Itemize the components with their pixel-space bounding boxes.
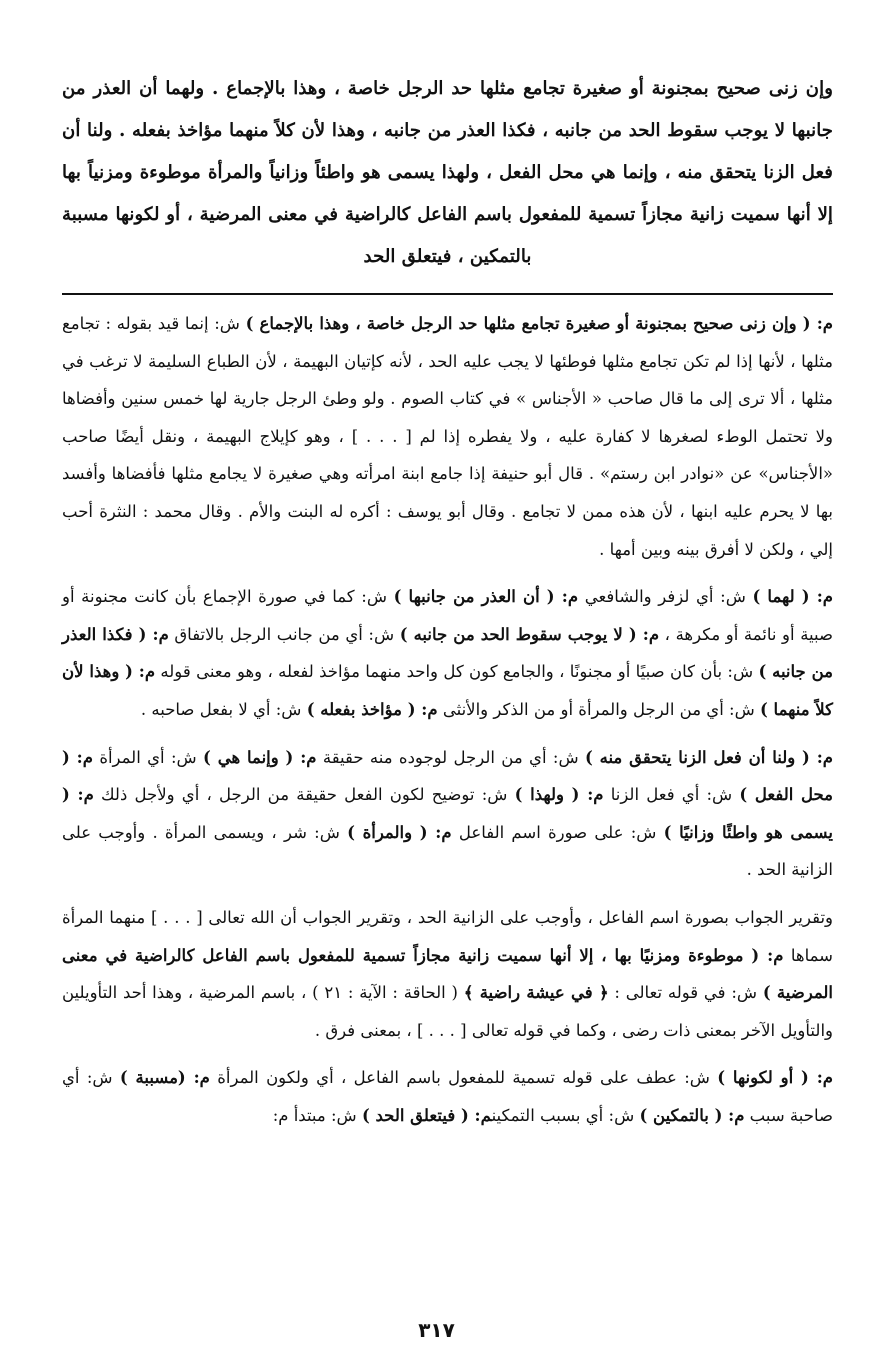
- book-page: [62, 68, 833, 1144]
- matn-quote: م: ( يسمى هو واطئًا وزانيًا ): [62, 785, 833, 842]
- sharh-text: ش: توضيح لكون الفعل حقيقة من الرجل ، أي ولأجل ذلك: [93, 785, 515, 805]
- sharh-text: وتقرير الجواب بصورة اسم الفاعل ، وأوجب على الزانية الحد ، وتقرير الجواب أن الله تعالى [ . . . ] منهما المرأة سماها: [62, 907, 833, 965]
- sharh-text: ش: أي بسبب التمكين: [491, 1105, 640, 1125]
- commentary: [62, 305, 833, 1134]
- matn-quote: م: ( لا يوجب سقوط الحد من جانبه ): [399, 624, 660, 644]
- sharh-text: ش: أي صاحبة سبب: [62, 1068, 833, 1125]
- sharh-text: ش: أي لزفر والشافعي: [578, 587, 753, 607]
- matn-quote: م: ( وإنما هي ): [203, 747, 317, 767]
- matn-quote: م: ( فيتعلق الحد ): [361, 1105, 492, 1125]
- matn-quote: م: ( ولنا أن فعل الزنا يتحقق منه ): [584, 747, 834, 767]
- sharh-text: ش: أي المرأة: [92, 747, 204, 767]
- page-number: ٣١٧: [418, 1318, 455, 1342]
- matn-quote: م: ( بالتمكين ): [639, 1105, 745, 1125]
- commentary-paragraph: [62, 899, 833, 1049]
- matn-quote: ﴿ في عيشة راضية ﴾: [463, 983, 609, 1003]
- separator-rule: [62, 293, 833, 295]
- matn-quote: م: ( أن العذر من جانبها ): [393, 587, 579, 607]
- sharh-text: ش: أي من الرجل والمرأة أو من الذكر والأنثى: [437, 699, 760, 719]
- matn-quote: م: ( وإن زنى صحيح بمجنونة أو صغيرة تجامع مثلها حد الرجل خاصة ، وهذا بالإجماع ): [245, 314, 833, 333]
- matn-text: وإن زنى صحيح بمجنونة أو صغيرة تجامع مثلها حد الرجل خاصة ، وهذا بالإجماع . ولهما أن العذر من جانبها لا يوجب سقوط الحد من جانبه ، فكذا العذر من جانبه ، وهذا لأن كلاً منهما مؤاخذ بفعله . ولنا أن فعل الزنا يتحقق منه ، وإنما هي محل الفعل ، ولهذا يسمى هو واطئاً وزانياً والمرأة موطوءة ومزنياً بها إلا أنها سميت زانية مجازاً تسمية للمفعول باسم الفاعل كالراضية في معنى المرضية ، أو لكونها مسببة بالتمكين ، فيتعلق الحد: [62, 78, 833, 267]
- sharh-text: ش: مبتدأ م:: [272, 1105, 362, 1125]
- matn-quote: م: ( ولهذا ): [514, 785, 604, 805]
- sharh-text: ش: أي من جانب الرجل بالاتفاق: [168, 624, 400, 644]
- sharh-text: ش: أي لا بفعل صاحبه .: [140, 699, 307, 719]
- sharh-text: ش: أي فعل الزنا: [603, 785, 740, 805]
- commentary-paragraph: [62, 739, 833, 889]
- matn-quote: م: ( وهذا لأن كلاً منهما ): [62, 662, 833, 719]
- sharh-text: ش: أي من الرجل لوجوده منه حقيقة: [316, 747, 585, 767]
- sharh-text: ش: بأن كان صبيًا أو مجنونًا ، والجامع كون كل واحد منهما مؤاخذ لفعله ، وهو معنى قوله: [155, 662, 759, 682]
- matn-quote: م: ( والمرأة ): [347, 822, 452, 842]
- matn-quote: م: ( فكذا العذر من جانبه ): [62, 624, 833, 682]
- commentary-paragraph: [62, 578, 833, 728]
- sharh-text: ش: في قوله تعالى :: [608, 983, 763, 1003]
- matn-quote: م: (مسببة ): [119, 1068, 210, 1088]
- commentary-paragraph: [62, 1059, 833, 1134]
- matn-quote: م: ( لهما ): [752, 587, 833, 607]
- matn-quote: م: ( محل الفعل ): [62, 747, 833, 805]
- sharh-text: ش: كما في صورة الإجماع بأن كانت مجنونة أو صبية أو نائمة أو مكرهة ،: [62, 587, 834, 644]
- sharh-text: ش: عطف على قوله تسمية للمفعول باسم الفاعل ، أي ولكون المرأة: [209, 1068, 718, 1088]
- matn-quote: م: ( مؤاخذ بفعله ): [306, 699, 438, 719]
- sharh-text: ( الحاقة : الآية : ٢١ ) ، باسم المرضية ، وهذا أحد التأويلين والتأويل الآخر بمعنى ذات رضى ، وكما في قوله تعالى [ . . . ] ، بمعنى فرق .: [62, 983, 833, 1040]
- commentary-paragraph: [62, 305, 833, 568]
- sharh-text: ش: إنما قيد بقوله : تجامع مثلها ، لأنها إذا لم تكن تجامع مثلها فوطئها لا يجب عليه الحد ، لأنه كإتيان البهيمة ، لأن الطباع السليمة لا ترغب في مثلها ، ألا ترى إلى ما قال صاحب « الأجناس » في كتاب الصوم . ولو وطئ الرجل جارية لها خمس سنين وأفضاها ولا تحتمل الوطء لصغرها لا كفارة عليه ، ولا يفطره إذا لم [ . . . ] ، وهو كإيلاج البهيمة ، ونقل أيضًا صاحب «الأجناس» عن «نوادر ابن رستم» . قال أبو حنيفة إذا جامع ابنة امرأته وهي صغيرة لا يجامع مثلها فأفضاها وأفسد بها لا يحرم عليه ابنها ، لأن هذه ممن لا تجامع . وقال أبو يوسف : أكره له البنت والأم . وقال محمد : النثرة أحب إلي ، ولكن لا أفرق بينه وبين أمها .: [62, 314, 833, 559]
- matn-quote: م: ( أو لكونها ): [717, 1068, 833, 1088]
- matn-quote: م: ( موطوءة ومزنيًا بها ، إلا أنها سميت زانية مجازاً تسمية للمفعول باسم الفاعل كالراضية في معنى المرضية ): [62, 945, 834, 1003]
- sharh-text: ش: على صورة اسم الفاعل: [451, 822, 664, 842]
- sharh-text: ش: شر ، ويسمى المرأة . وأوجب على الزانية الحد .: [62, 822, 833, 880]
